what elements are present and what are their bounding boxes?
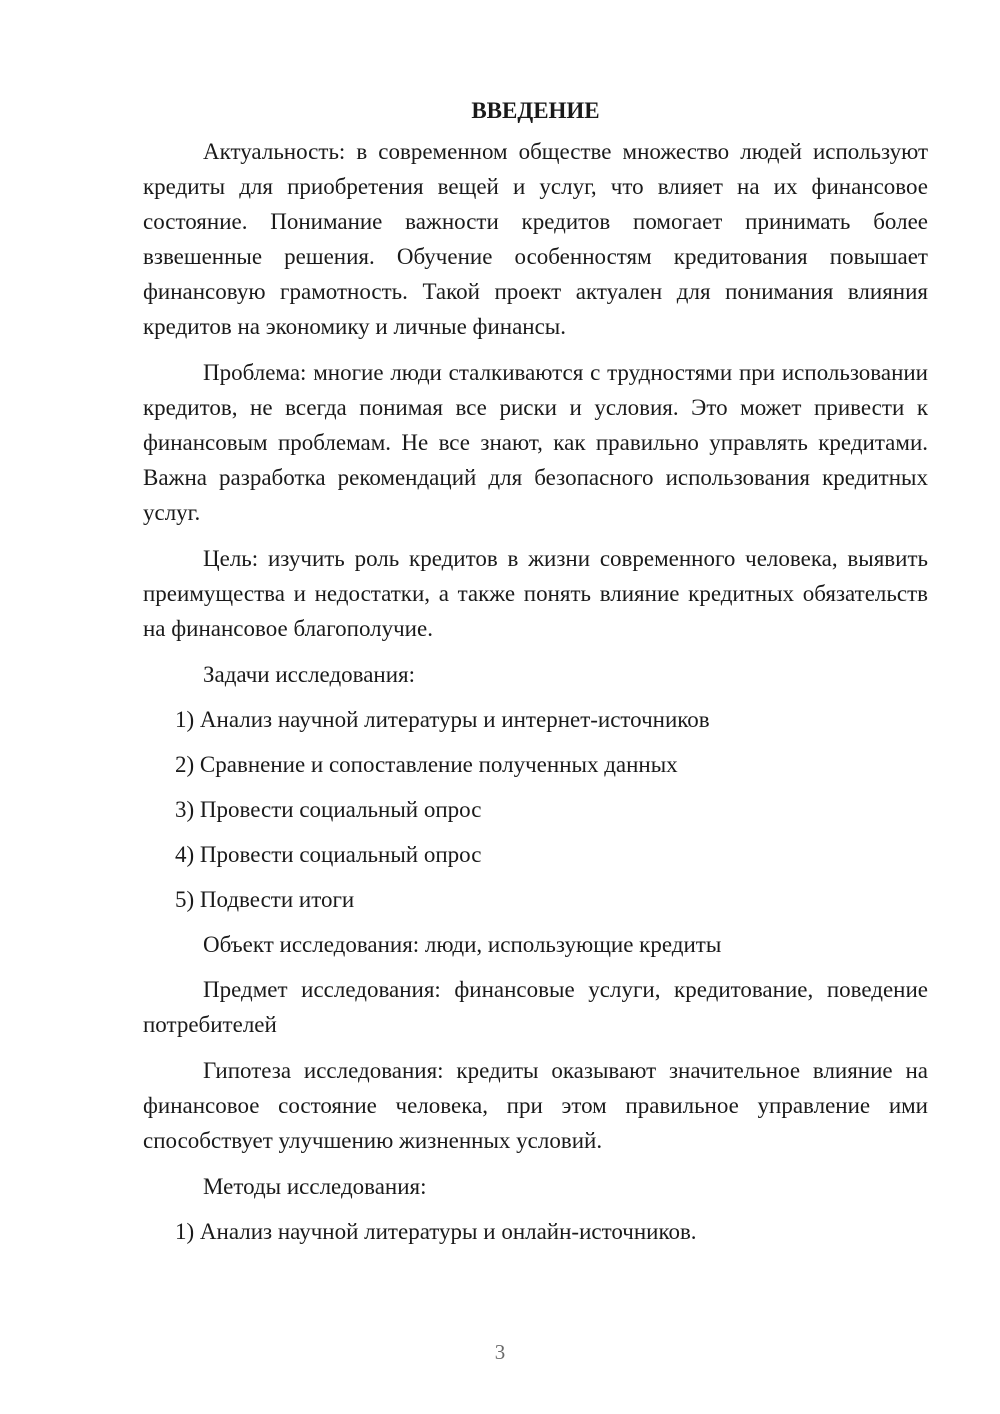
tasks-list (143, 702, 928, 917)
tasks-title: Задачи исследования: (203, 662, 416, 687)
list-item: 5) Подвести итоги (175, 887, 355, 912)
page-number: 3 (494, 1340, 506, 1364)
list-item: 3) Провести социальный опрос (175, 797, 482, 822)
page-content (143, 96, 928, 1259)
relevance-paragraph: Актуальность: в современном обществе множество людей используют кредиты для приобретения вещей и услуг, что влияет на их финансовое состояние. Понимание важности кредитов помогает принимать более взвешенные решения. Обучение особенностям кредитования повышает финансовую грамотность. Такой проект актуален для понимания влияния кредитов на экономику и личные финансы. (143, 139, 928, 339)
goal-paragraph: Цель: изучить роль кредитов в жизни современного человека, выявить преимущества и недостатки, а также понять влияние кредитных обязательств на финансовое благополучие. (143, 546, 928, 641)
list-item: 1) Анализ научной литературы и интернет-источников (175, 707, 710, 732)
problem-paragraph: Проблема: многие люди сталкиваются с трудностями при использовании кредитов, не всегда понимая все риски и условия. Это может привести к финансовым проблемам. Не все знают, как правильно управлять кредитами. Важна разработка рекомендаций для безопасного использования кредитных услуг. (143, 360, 928, 525)
object-paragraph: Объект исследования: люди, использующие кредиты (203, 932, 722, 957)
methods-title: Методы исследования: (203, 1174, 427, 1199)
subject-paragraph: Предмет исследования: финансовые услуги, кредитование, поведение потребителей (143, 977, 928, 1037)
section-heading: ВВЕДЕНИЕ (471, 98, 600, 123)
list-item: 1) Анализ научной литературы и онлайн-источников. (175, 1219, 697, 1244)
list-item: 2) Сравнение и сопоставление полученных данных (175, 752, 678, 777)
list-item: 4) Провести социальный опрос (175, 842, 482, 867)
methods-list (143, 1214, 928, 1249)
hypothesis-paragraph: Гипотеза исследования: кредиты оказывают значительное влияние на финансовое состояние человека, при этом правильное управление ими способствует улучшению жизненных условий. (143, 1058, 928, 1153)
